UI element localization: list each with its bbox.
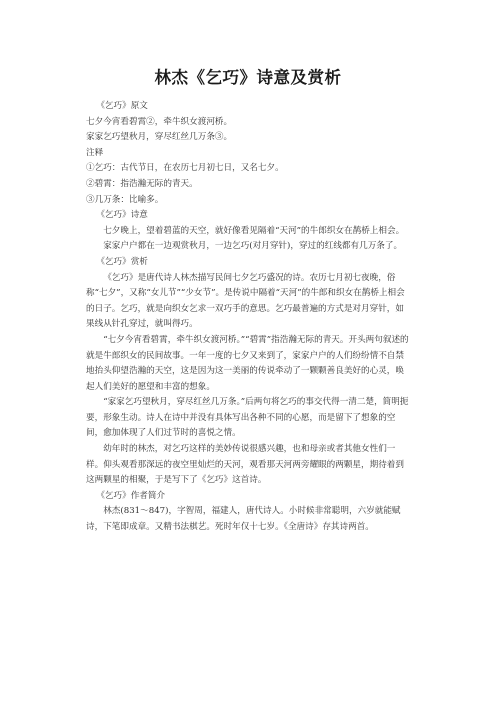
appreciation-paragraph-2: “七夕今宵看碧霄，牵牛织女渡河桥。”“碧霄”指浩瀚无际的青天。开头两句叙述的就是牛郎织女的民间故事。一年一度的七夕又来到了，家家户户的人们纷纷情不自禁地抬头仰望浩瀚的天空，这是因为这一美丽的传说牵动了一颗颗善良美好的心灵，唤起人们美好的愿望和丰富的想象。 bbox=[86, 334, 409, 392]
note-3: ③几万条：比喻多。 bbox=[86, 194, 164, 205]
section-heading-appreciation: 《乞巧》赏析 bbox=[96, 256, 148, 267]
section-heading-meaning: 《乞巧》诗意 bbox=[96, 210, 148, 221]
document-body bbox=[86, 99, 410, 536]
appreciation-paragraph-4: 幼年时的林杰，对乞巧这样的美妙传说很感兴趣，也和母亲或者其他女性们一样。仰头观看那深远的夜空里灿烂的天河，观看那天河两旁耀眼的两颗星，期待着到这两颗星的相聚，于是写下了《乞巧》这首诗。 bbox=[86, 444, 404, 486]
meaning-paragraph-2: 家家户户都在一边观赏秋月，一边乞巧(对月穿针)，穿过的红线都有几万条了。 bbox=[103, 241, 403, 252]
section-heading-notes: 注释 bbox=[86, 147, 104, 158]
document-title: 林杰《乞巧》诗意及赏析 bbox=[154, 68, 342, 87]
note-1: ①乞巧：古代节日，在农历七月初七日，又名七夕。 bbox=[86, 163, 284, 174]
section-heading-author: 《乞巧》作者简介 bbox=[96, 490, 166, 501]
section-heading-original: 《乞巧》原文 bbox=[96, 101, 148, 111]
note-2: ②碧霄：指浩瀚无际的青天。 bbox=[86, 178, 198, 189]
author-paragraph: 林杰(831～847)，字智周，福建人，唐代诗人。小时候非常聪明，六岁就能赋诗，下笔即成章。又精书法棋艺。死时年仅十七岁。《全唐诗》存其诗两首。 bbox=[86, 506, 401, 533]
appreciation-paragraph-3: “家家乞巧望秋月，穿尽红丝几万条。”后两句将乞巧的事交代得一清二楚，简明扼要，形象生动。诗人在诗中并没有具体写出各种不同的心愿，而是留下了想象的空间，愈加体现了人们过节时的喜悦之情。 bbox=[86, 397, 409, 439]
poem-line-1: 七夕今宵看碧霄②，牵牛织女渡河桥。 bbox=[86, 116, 233, 127]
meaning-paragraph-1: 七夕晚上，望着碧蓝的天空，就好像看见隔着“天河”的牛郎织女在鹊桥上相会。 bbox=[103, 225, 405, 236]
poem-line-2: 家家乞巧望秋月，穿尽红丝几万条③。 bbox=[86, 132, 233, 143]
appreciation-paragraph-1: 《乞巧》是唐代诗人林杰描写民间七夕乞巧盛况的诗。农历七月初七夜晚，俗称“七夕”，又称“女儿节”“少女节”。是传说中隔着“天河”的牛郎和织女在鹊桥上相会的日子。乞巧，就是向织女乞求一双巧手的意思。乞巧最普遍的方式是对月穿针，如果线从针孔穿过，就叫得巧。 bbox=[86, 272, 405, 330]
